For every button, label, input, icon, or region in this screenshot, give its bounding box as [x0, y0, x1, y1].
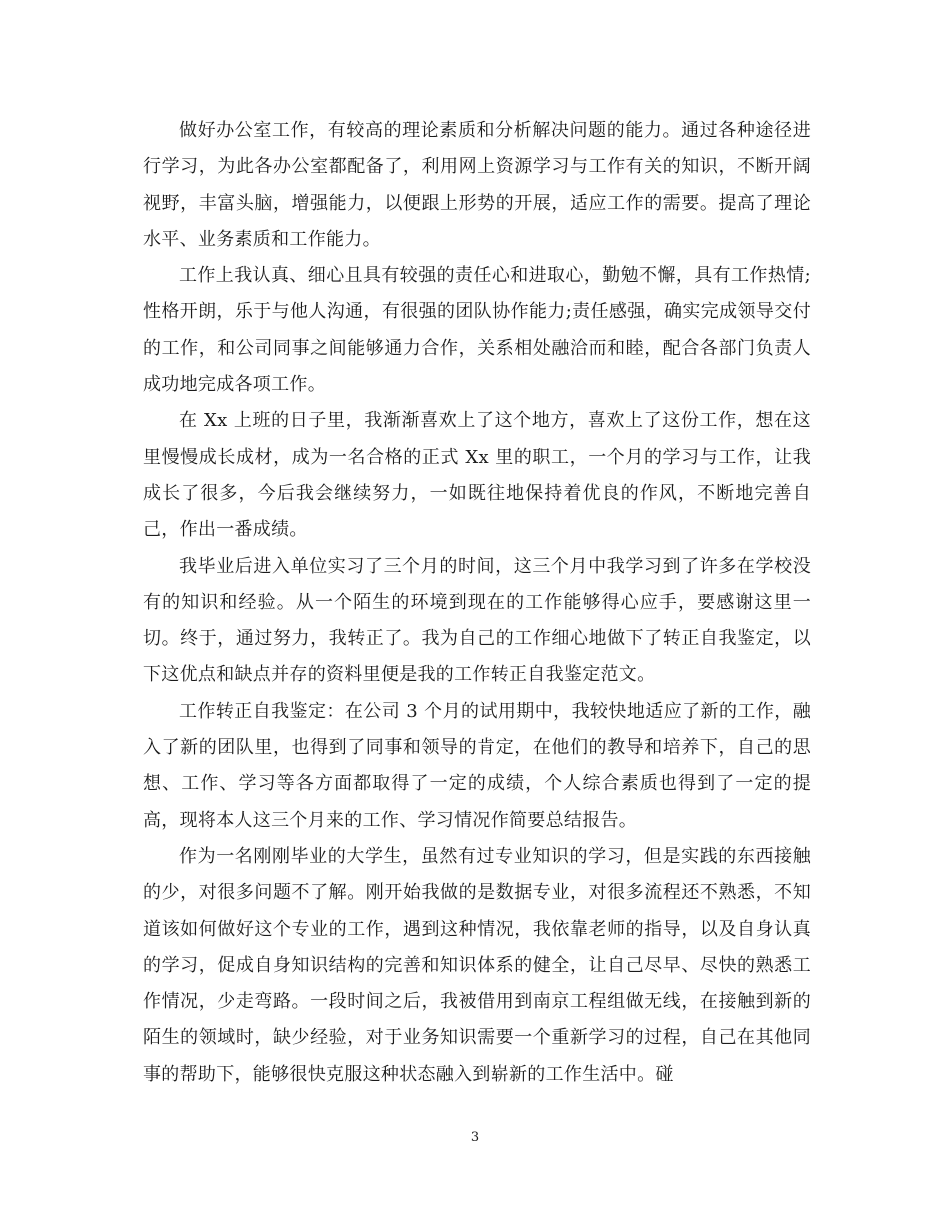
paragraph: 我毕业后进入单位实习了三个月的时间，这三个月中我学习到了许多在学校没有的知识和经验。从一个陌生的环境到现在的工作能够得心应手，要感谢这里一切。终于，通过努力，我转正了。我为自己的工作细心地做下了转正自我鉴定，以下这优点和缺点并存的资料里便是我的工作转正自我鉴定范文。 [143, 555, 811, 686]
paragraph: 工作转正自我鉴定：在公司 3 个月的试用期中，我较快地适应了新的工作，融入了新的团队里，也得到了同事和领导的肯定，在他们的教导和培养下，自己的思想、工作、学习等各方面都取得了一定的成绩，个人综合素质也得到了一定的提高，现将本人这三个月来的工作、学习情况作简要总结报告。 [143, 700, 811, 831]
page-number: 3 [470, 1130, 480, 1145]
paragraph: 在 Xx 上班的日子里，我渐渐喜欢上了这个地方，喜欢上了这份工作，想在这里慢慢成长成材，成为一名合格的正式 Xx 里的职工，一个月的学习与工作，让我成长了很多，今后我会继续努力，一如既往地保持着优良的作风，不断地完善自己，作出一番成绩。 [143, 410, 811, 541]
paragraph: 工作上我认真、细心且具有较强的责任心和进取心，勤勉不懈，具有工作热情;性格开朗，乐于与他人沟通，有很强的团队协作能力;责任感强，确实完成领导交付的工作，和公司同事之间能够通力合作，关系相处融洽而和睦，配合各部门负责人成功地完成各项工作。 [143, 265, 811, 396]
paragraph: 做好办公室工作，有较高的理论素质和分析解决问题的能力。通过各种途径进行学习，为此各办公室都配备了，利用网上资源学习与工作有关的知识，不断开阔视野，丰富头脑，增强能力，以便跟上形势的开展，适应工作的需要。提高了理论水平、业务素质和工作能力。 [143, 120, 811, 250]
paragraph: 作为一名刚刚毕业的大学生，虽然有过专业知识的学习，但是实践的东西接触的少，对很多问题不了解。刚开始我做的是数据专业，对很多流程还不熟悉，不知道该如何做好这个专业的工作，遇到这种情况，我依靠老师的指导，以及自身认真的学习，促成自身知识结构的完善和知识体系的健全，让自己尽早、尽快的熟悉工作情况，少走弯路。一段时间之后，我被借用到南京工程组做无线，在接触到新的陌生的领域时，缺少经验，对于业务知识需要一个重新学习的过程，自己在其他同事的帮助下，能够很快克服这种状态融入到崭新的工作生活中。碰 [143, 845, 811, 1085]
document-body [143, 113, 811, 1093]
